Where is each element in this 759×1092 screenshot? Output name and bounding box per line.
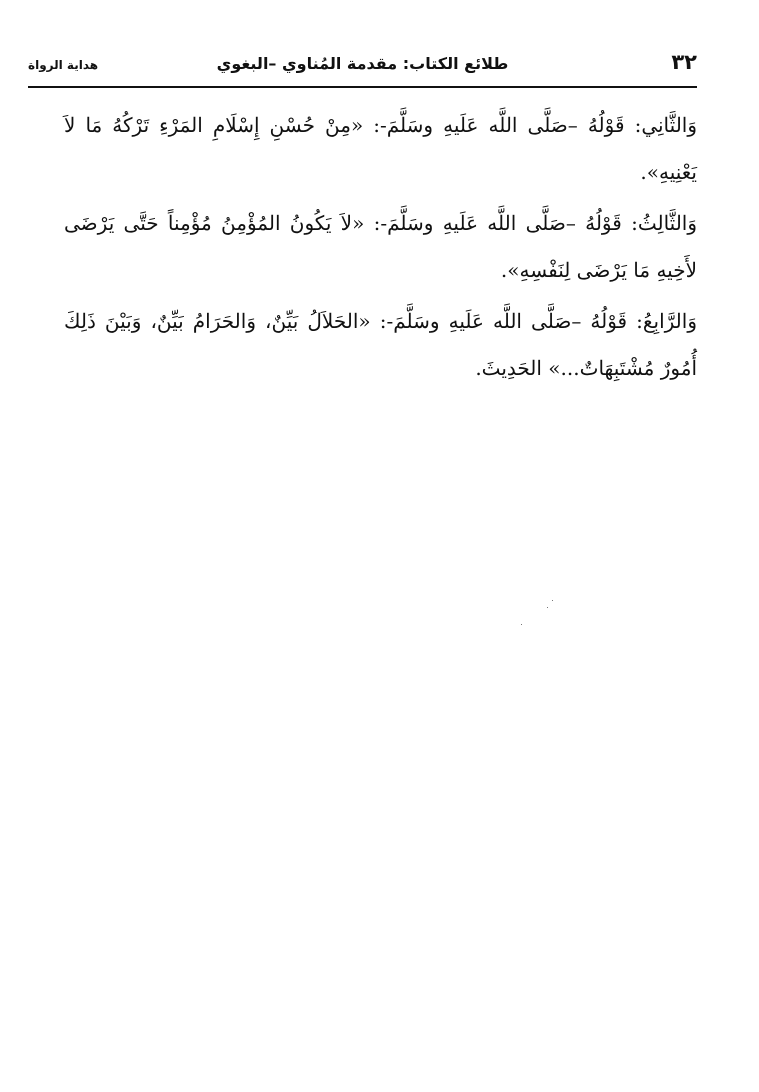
book-title: هداية الرواة: [28, 58, 99, 72]
paragraph-fourth-hadith: وَالرَّابِعُ: قَوْلُهُ –صَلَّى اللَّه عَلَيهِ وسَلَّمَ-: «الحَلاَلُ بَيِّنٌ، وَالحَرَامُ بَيِّنٌ، وَبَيْنَ ذَلِكَ أُمُورٌ مُشْتَبِهَاتٌ...» الحَدِيثَ.: [64, 309, 697, 380]
scan-speck: [521, 624, 522, 625]
scan-speck: [547, 607, 548, 608]
header-divider: [28, 86, 697, 88]
paragraph-third-hadith: وَالثَّالِثُ: قَوْلُهُ –صَلَّى اللَّه عَلَيهِ وسَلَّمَ-: «لاَ يَكُونُ المُؤْمِنُ مُؤْمِناً حَتَّى يَرْضَى لأَخِيهِ مَا يَرْضَى لِنَفْسِهِ».: [64, 211, 697, 282]
page-header: [28, 46, 697, 80]
page-body: [64, 102, 697, 396]
scan-speck: [552, 600, 553, 601]
page-number: ٣٢: [671, 50, 697, 74]
paragraph-second-hadith: وَالثَّانِي: قَوْلُهُ –صَلَّى اللَّه عَلَيهِ وسَلَّمَ-: «مِنْ حُسْنِ إِسْلَامِ المَرْءِ تَرْكُهُ مَا لاَ يَعْنِيهِ».: [64, 113, 697, 184]
running-title: طلائع الكتاب: مقدمة المُناوي –البغوي: [216, 54, 509, 73]
